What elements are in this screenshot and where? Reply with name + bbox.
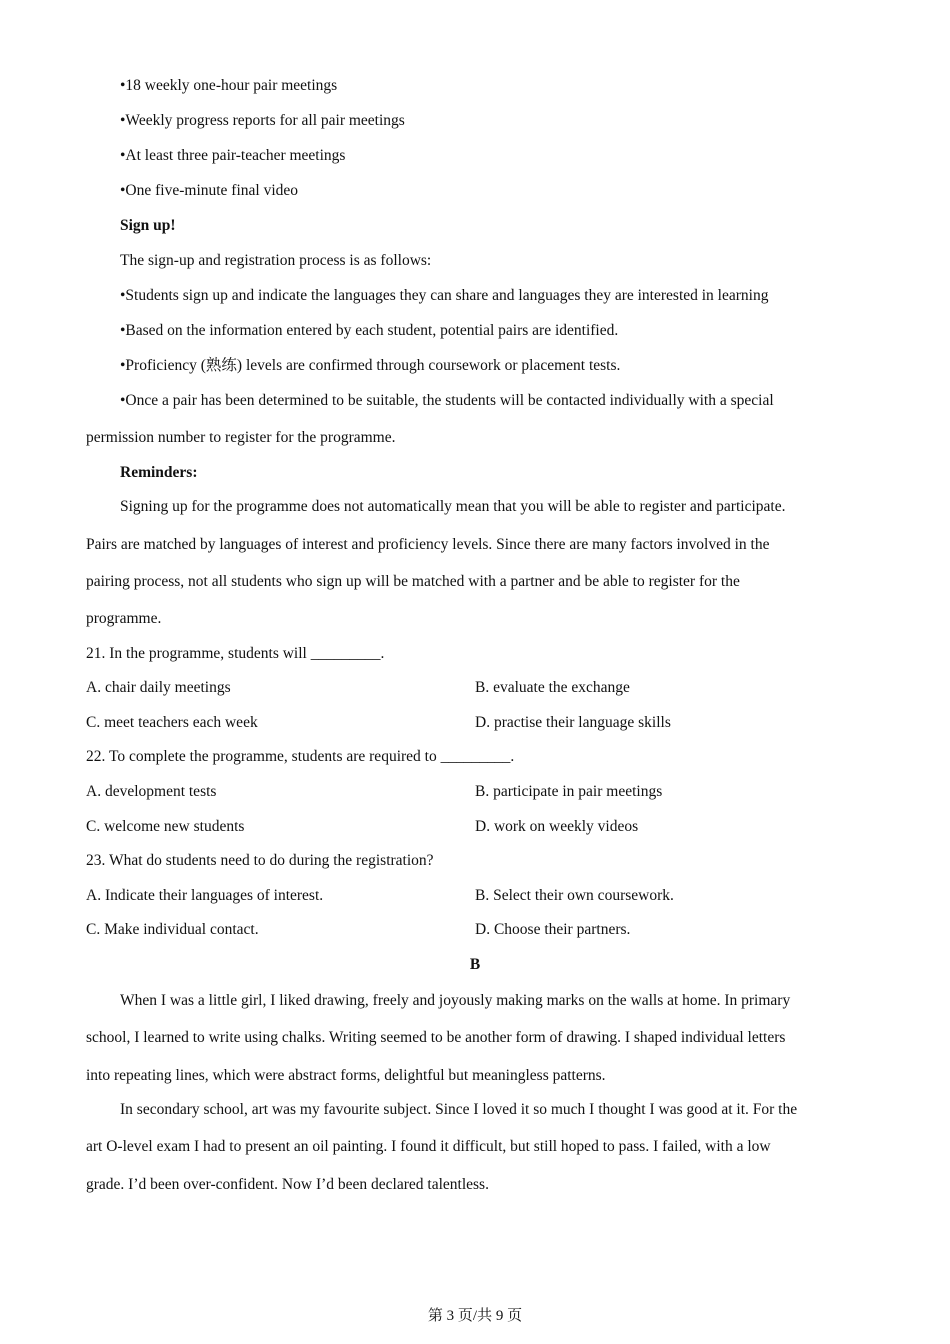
signup-bullet-continuation: permission number to register for the programme.	[86, 429, 396, 446]
signup-heading: Sign up!	[120, 217, 176, 234]
option-23b: B. Select their own coursework.	[475, 887, 674, 904]
signup-intro: The sign-up and registration process is as follows:	[120, 252, 432, 269]
option-21c: C. meet teachers each week	[86, 714, 258, 731]
option-23a: A. Indicate their languages of interest.	[86, 887, 324, 904]
passage-line: When I was a little girl, I liked drawing, freely and joyously making marks on the walls at home. In primary	[120, 992, 791, 1009]
option-21d: D. practise their language skills	[475, 714, 671, 731]
section-b-heading: B	[469, 956, 481, 973]
question-stem-23: 23. What do students need to do during the registration?	[86, 852, 434, 869]
option-23c: C. Make individual contact.	[86, 921, 259, 938]
signup-bullet: •Proficiency (熟练) levels are confirmed through coursework or placement tests.	[120, 357, 621, 374]
passage-line: school, I learned to write using chalks. Writing seemed to be another form of drawing. I shaped individual letters	[86, 1029, 786, 1046]
signup-bullet: •Based on the information entered by each student, potential pairs are identified.	[120, 322, 619, 339]
bullet-item: •At least three pair-teacher meetings	[120, 147, 346, 164]
option-22c: C. welcome new students	[86, 818, 245, 835]
signup-bullet: •Students sign up and indicate the languages they can share and languages they are interested in learning	[120, 287, 769, 304]
option-22b: B. participate in pair meetings	[475, 783, 663, 800]
reminders-line: Signing up for the programme does not automatically mean that you will be able to register and participate.	[120, 498, 786, 515]
reminders-line: pairing process, not all students who sign up will be matched with a partner and be able to register for the	[86, 573, 740, 590]
bullet-item: •One five-minute final video	[120, 182, 299, 199]
option-22d: D. work on weekly videos	[475, 818, 639, 835]
passage-line: grade. I’d been over-confident. Now I’d been declared talentless.	[86, 1176, 489, 1193]
option-22a: A. development tests	[86, 783, 217, 800]
bullet-item: •Weekly progress reports for all pair meetings	[120, 112, 405, 129]
passage-line: into repeating lines, which were abstract forms, delightful but meaningless patterns.	[86, 1067, 606, 1084]
passage-line: art O-level exam I had to present an oil painting. I found it difficult, but still hoped to pass. I failed, with a low	[86, 1138, 771, 1155]
passage-line: In secondary school, art was my favourite subject. Since I loved it so much I thought I was good at it. For the	[120, 1101, 798, 1118]
reminders-line: programme.	[86, 610, 162, 627]
reminders-heading: Reminders:	[120, 464, 198, 481]
question-stem-21: 21. In the programme, students will _________.	[86, 645, 385, 662]
reminders-line: Pairs are matched by languages of interest and proficiency levels. Since there are many factors involved in the	[86, 536, 770, 553]
signup-bullet: •Once a pair has been determined to be suitable, the students will be contacted individually with a special	[120, 392, 774, 409]
option-21b: B. evaluate the exchange	[475, 679, 630, 696]
option-23d: D. Choose their partners.	[475, 921, 631, 938]
bullet-item: •18 weekly one-hour pair meetings	[120, 77, 338, 94]
question-stem-22: 22. To complete the programme, students are required to _________.	[86, 748, 515, 765]
option-21a: A. chair daily meetings	[86, 679, 231, 696]
page-indicator: 第 3 页/共 9 页	[427, 1308, 523, 1324]
